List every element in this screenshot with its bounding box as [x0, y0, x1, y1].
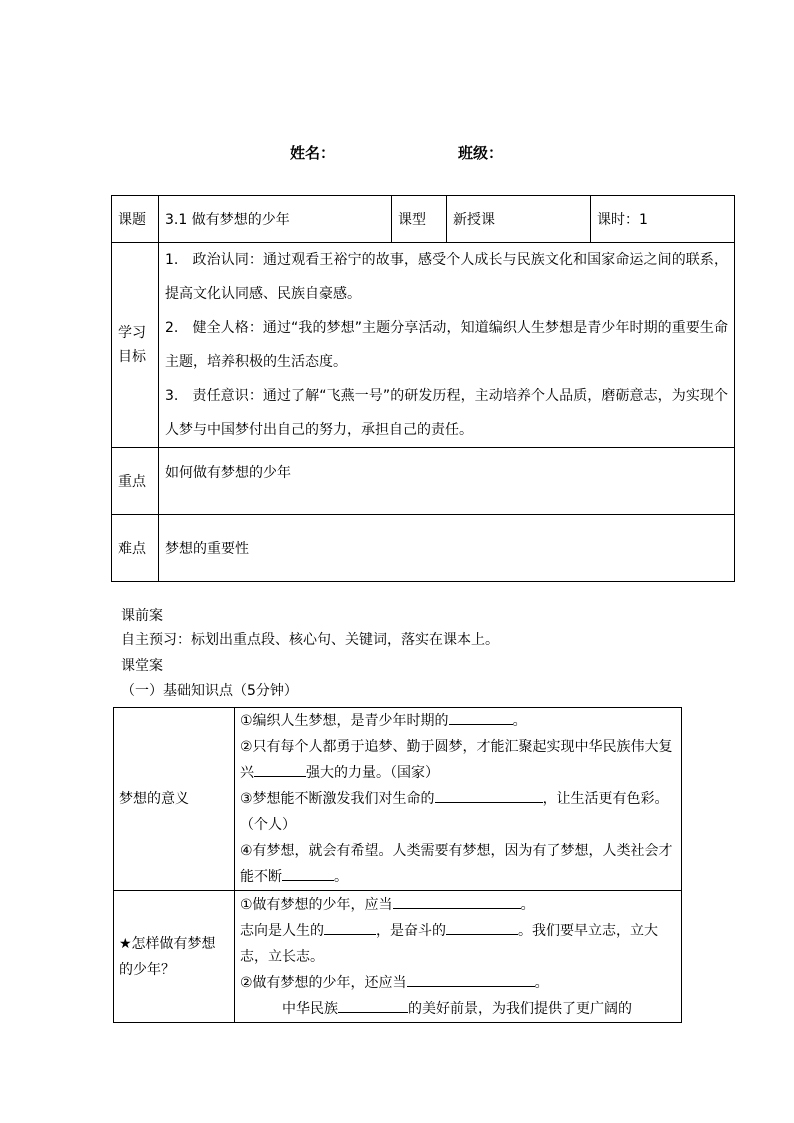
class-label: 班级： — [458, 144, 504, 162]
goal-item: 2. 健全人格：通过“我的梦想”主题分享活动，知道编织人生梦想是青少年时期的重要生命主题，培养积极的生活态度。 — [165, 320, 728, 370]
answer-blank[interactable] — [393, 892, 521, 909]
topic-value: 3.1 做有梦想的少年 — [159, 196, 392, 243]
answer-blank[interactable] — [282, 864, 334, 881]
answer-blank[interactable] — [254, 760, 306, 777]
how-line: ②做有梦想的少年，还应当 。 — [240, 970, 676, 996]
goals-row — [112, 243, 735, 448]
pre-class-instruction: 自主预习：标划出重点段、核心句、关键词，落实在课本上。 — [121, 632, 499, 648]
meaning-label: 梦想的意义 — [114, 708, 235, 891]
meaning-line: ②只有每个人都勇于追梦、勤于圆梦，才能汇聚起实现中华民族伟大复兴 强大的力量。（国家） — [240, 739, 673, 781]
answer-blank[interactable] — [449, 708, 513, 725]
key-row — [112, 448, 735, 515]
meaning-line: ③梦想能不断激发我们对生命的 ，让生活更有色彩。（个人） — [240, 786, 676, 838]
answer-blank[interactable] — [338, 996, 408, 1013]
hours-value: 课时：1 — [591, 196, 735, 243]
how-line: 中华民族 的美好前景，为我们提供了更广阔的 — [240, 996, 676, 1022]
difficult-label: 难点 — [112, 515, 159, 582]
meaning-cell — [235, 708, 682, 891]
goal-item: 1. 政治认同：通过观看王裕宁的故事，感受个人成长与民族文化和国家命运之间的联系，提高文化认同感、民族自豪感。 — [165, 252, 728, 302]
how-line: 志向是人生的 ，是奋斗的 。我们要早立志，立大志，立长志。 — [240, 918, 676, 970]
difficult-row — [112, 515, 735, 582]
key-value: 如何做有梦想的少年 — [159, 448, 735, 515]
answer-blank[interactable] — [435, 786, 543, 803]
goals-cell — [159, 243, 735, 448]
meaning-row — [114, 708, 682, 891]
meaning-line: ①编织人生梦想，是青少年时期的 。 — [240, 708, 676, 734]
key-label: 重点 — [112, 448, 159, 515]
goals-label: 学习目标 — [112, 243, 159, 448]
section-title: （一）基础知识点（5分钟） — [121, 683, 298, 699]
answer-blank[interactable] — [324, 918, 376, 935]
topic-row — [112, 196, 735, 243]
lesson-info-table — [111, 195, 735, 582]
in-class-title: 课堂案 — [121, 658, 163, 674]
knowledge-table — [113, 707, 682, 1023]
topic-label: 课题 — [112, 196, 159, 243]
how-label: ★怎样做有梦想的少年？ — [114, 891, 235, 1023]
answer-blank[interactable] — [407, 970, 535, 987]
difficult-value: 梦想的重要性 — [159, 515, 735, 582]
goal-item: 3. 责任意识：通过了解“飞燕一号”的研发历程，主动培养个人品质，磨砺意志，为实现个人梦与中国梦付出自己的努力，承担自己的责任。 — [165, 388, 728, 438]
answer-blank[interactable] — [446, 918, 518, 935]
type-label: 课型 — [392, 196, 447, 243]
meaning-line: ④有梦想，就会有希望。人类需要有梦想，因为有了梦想，人类社会才能不断 。 — [240, 843, 673, 885]
name-label: 姓名： — [290, 144, 336, 162]
pre-class-title: 课前案 — [121, 608, 163, 624]
student-header — [0, 142, 794, 162]
how-cell — [235, 891, 682, 1023]
how-line: ①做有梦想的少年，应当 。 — [240, 892, 676, 918]
type-value: 新授课 — [447, 196, 591, 243]
how-row — [114, 891, 682, 1023]
